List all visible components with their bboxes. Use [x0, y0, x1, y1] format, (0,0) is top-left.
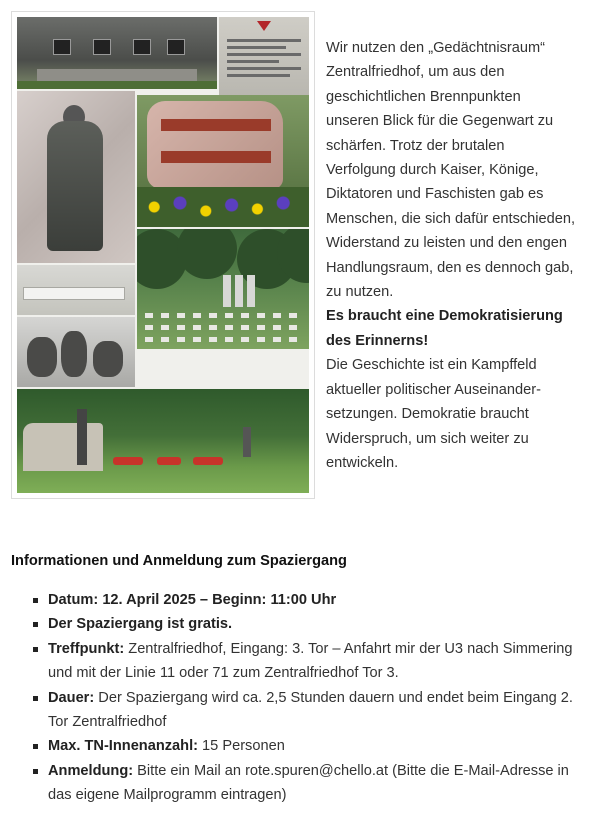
info-label: Anmeldung:: [48, 762, 134, 779]
info-list: [48, 588, 593, 808]
collage-images: [17, 17, 309, 493]
historical-drawing-photo: [17, 317, 135, 387]
info-item-free: [48, 612, 593, 636]
info-text: 15 Personen: [198, 738, 285, 755]
info-item-duration: [48, 686, 593, 735]
info-item-registration: [48, 759, 593, 808]
info-text: Zentralfriedhof, Eingang: 3. Tor – Anfahrt mir der U3 nach Simmering und mit der Linie 11 oder 71 zum Zentralfriedhof Tor 3.: [48, 640, 573, 682]
intro-paragraph-2: Die Geschichte ist ein Kampffeld aktueller politischer Auseinander-setzungen. Demokratie braucht Widerspruch, um sich weiter zu entwickeln.: [326, 357, 541, 471]
rosa-jochmann-stone-photo: [137, 95, 309, 227]
niemals-vergessen-slab-photo: [17, 265, 135, 315]
intro-text: [326, 36, 576, 475]
info-label: Treffpunkt:: [48, 640, 125, 657]
info-label: Der Spaziergang ist gratis.: [48, 616, 233, 633]
info-item-date: [48, 588, 593, 612]
info-label: Dauer:: [48, 689, 95, 706]
info-heading: Informationen und Anmeldung zum Spaziergang: [11, 553, 347, 569]
info-item-meeting-point: [48, 637, 593, 686]
info-text: Bitte ein Mail an rote.spuren@chello.at (Bitte die E-Mail-Adresse in das eigene Mailprogramm eintragen): [48, 762, 569, 804]
info-item-max-participants: [48, 734, 593, 758]
grave-field-photo: [137, 229, 309, 349]
intro-strong-statement: Es braucht eine Demokratisierung des Erinnerns!: [326, 308, 563, 349]
info-text: Der Spaziergang wird ca. 2,5 Stunden dauern und endet beim Eingang 2. Tor Zentralfriedhof: [48, 689, 573, 731]
info-label: Datum: 12. April 2025 – Beginn: 11:00 Uhr: [48, 592, 337, 608]
inscription-stone-photo: [219, 17, 309, 95]
memorial-wall-photo: [17, 17, 217, 89]
info-label: Max. TN-Innenanzahl:: [48, 738, 198, 755]
relief-sculpture-photo: [17, 91, 135, 263]
photo-collage: [11, 11, 315, 499]
intro-paragraph: Wir nutzen den „Gedächtnisraum“ Zentralfriedhof, um aus den geschichtlichen Brennpunkten unseren Blick für die Gegenwart zu schärfen. Trotz der brutalen Verfolgung durch Kaiser, Könige, Diktatoren und Faschisten gab es Menschen, die sich dafür entschieden, Widerstand zu leisten und den engen Handlungsraum, den es dennoch gab, zu nutzen.: [326, 40, 576, 301]
memorial-park-photo: [17, 389, 309, 493]
